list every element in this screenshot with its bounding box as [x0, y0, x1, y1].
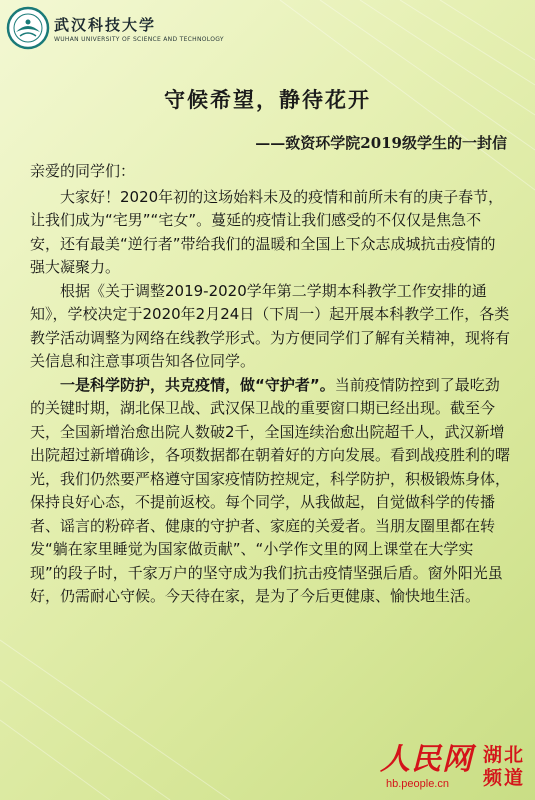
paragraph-3-body: 当前疫情防控到了最吃劲的关键时期，湖北保卫战、武汉保卫战的重要窗口期已经出现。截至今天，全国新增治愈出院人数破2千，全国连续治愈出院超千人，武汉新增出院超过新增确诊，各项数据都在朝着好的方向发展。看到战疫胜利的曙光，我们仍然要严格遵守国家疫情防控规定，科学防护，积极锻炼身体，保持良好心态，不提前返校。每个同学，从我做起，自觉做科学的传播者、谣言的粉碎者、健康的守护者、家庭的关爱者。当朋友圈里都在转发“躺在家里睡觉为国家做贡献”、“小学作文里的网上课堂在大学实现”的段子时，千家万户的坚守成为我们抗击疫情坚强后盾。窗外阳光虽好，仍需耐心守候。今天待在家，是为了今后更健康、愉快地生活。 — [30, 375, 511, 605]
people-daily-watermark — [380, 744, 525, 790]
university-logo — [6, 4, 224, 52]
watermark-region-line1: 湖北 — [482, 744, 525, 766]
watermark-region-line2: 频道 — [482, 767, 525, 789]
paragraph-3 — [30, 374, 510, 609]
watermark-region — [483, 744, 525, 790]
letter-title: 守候希望，静待花开 — [164, 87, 371, 112]
letter-body — [30, 160, 510, 609]
school-name-en: WUHAN UNIVERSITY OF SCIENCE AND TECHNOLOGY — [54, 35, 224, 43]
school-name: 武汉科技大学 — [54, 15, 157, 34]
watermark-url: hb.people.cn — [385, 778, 449, 790]
paragraph-3-lead: 一是科学防护，共克疫情，做“守护者”。 — [60, 375, 335, 394]
paragraph-1: 大家好！2020年初的这场始料未及的疫情和前所未有的庚子春节，让我们成为“宅男”“宅女”。蔓延的疫情让我们感受的不仅仅是焦急不安，还有最美“逆行者”带给我们的温暖和全国上下众志成城抗击疫情的强大凝聚力。 — [30, 187, 504, 276]
paragraph-2: 根据《关于调整2019-2020学年第二学期本科教学工作安排的通知》，学校决定于2020年2月24日（下周一）起开展本科教学工作，各类教学活动调整为网络在线教学形式。为方便同学们了解有关精神，现将有关信息和注意事项告知各位同学。 — [30, 281, 511, 370]
letter-greeting: 亲爱的同学们： — [30, 162, 136, 180]
university-emblem-icon — [6, 6, 50, 50]
letter-subtitle: ——致资环学院2019级学生的一封信 — [255, 134, 507, 152]
watermark-brand: 人民网 — [379, 742, 473, 777]
